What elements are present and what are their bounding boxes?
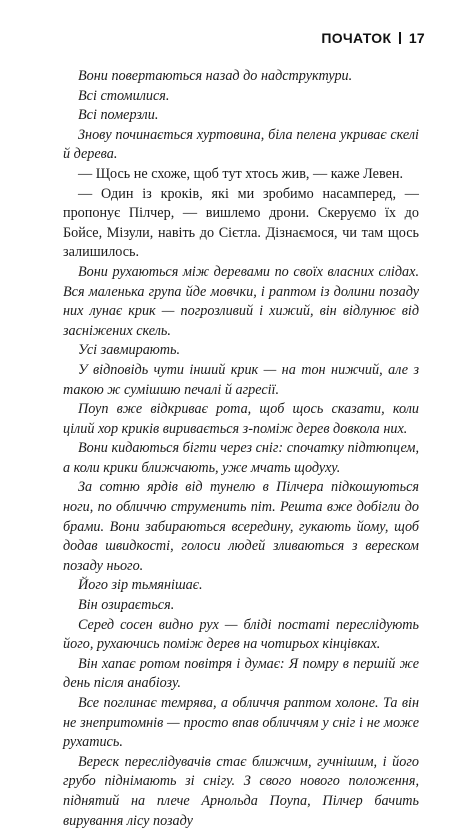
paragraph: Вони повертаються назад до надструктури. bbox=[78, 68, 353, 84]
paragraph: Він озирається. bbox=[78, 597, 175, 614]
paragraph: Серед сосен видно рух — бліді постаті переслідують його, рухаючись поміж дерев на чотирьох кінцівках. bbox=[63, 616, 419, 653]
paragraph: — Один із кроків, які ми зробимо насамперед, — пропонує Пілчер, — вишлемо дрони. Скеруємо їх до Бойсе, Мізули, навіть до Сієтла. Дізнаємося, чи там щось залишилось. bbox=[63, 185, 419, 261]
paragraph: За сотню ярдів від тунелю в Пілчера підкошуються ноги, по обличчю струменить піт. Решта вже добігли до брами. Вони забираються всередину, гукають йому, щоб додав швидкості, голоси людей зливаються з вереском позаду нього. bbox=[63, 479, 419, 574]
paragraph: Його зір тьмянішає. bbox=[78, 577, 203, 594]
paragraph: Вереск переслідувачів стає ближчим, гучнішим, і його грубо піднімають зі снігу. З свого нового положення, піднятий на плече Арнольда Поупа, Пілчер бачить вирування лісу позаду bbox=[63, 753, 419, 829]
paragraph: Він хапає ротом повітря і думає: Я помру в першій же день після анабіозу. bbox=[63, 655, 419, 692]
page-number: 17 bbox=[408, 30, 425, 46]
paragraph: — Щось не схоже, щоб тут хтось жив, — каже Левен. bbox=[78, 165, 404, 182]
paragraph: Всі померзли. bbox=[78, 107, 159, 124]
paragraph: Все поглинає темрява, а обличчя раптом холоне. Та він не знепритомнів — просто впав обличчям у сніг і не може рухатись. bbox=[63, 695, 419, 751]
paragraph: Вони кидаються бігти через сніг: спочатку підтюпцем, а коли крики ближчають, уже мчать щодуху. bbox=[63, 440, 419, 476]
paragraph: Всі стомилися. bbox=[78, 87, 170, 104]
paragraph: Усі завмирають. bbox=[78, 342, 181, 359]
paragraph: Знову починається хуртовина, біла пелена укриває скелі й дерева. bbox=[63, 126, 419, 163]
body-text bbox=[63, 67, 419, 831]
paragraph: Поуп вже відкриває рота, щоб щось сказати, коли цілий хор криків виривається з-поміж дерев довкола них. bbox=[63, 401, 419, 437]
paragraph: Вони рухаються між деревами по своїх власних слідах. Вся маленька група йде мовчки, і раптом із долини позаду них лунає крик — погрозливий і хижий, він відлунює від засніжених скель. bbox=[63, 263, 419, 339]
running-header bbox=[321, 30, 425, 46]
paragraph: У відповідь чути інший крик — на тон нижчий, але з такою ж сумішшю печалі й агресії. bbox=[63, 361, 419, 398]
chapter-title: ПОЧАТОК bbox=[321, 30, 392, 46]
header-separator bbox=[399, 32, 401, 44]
